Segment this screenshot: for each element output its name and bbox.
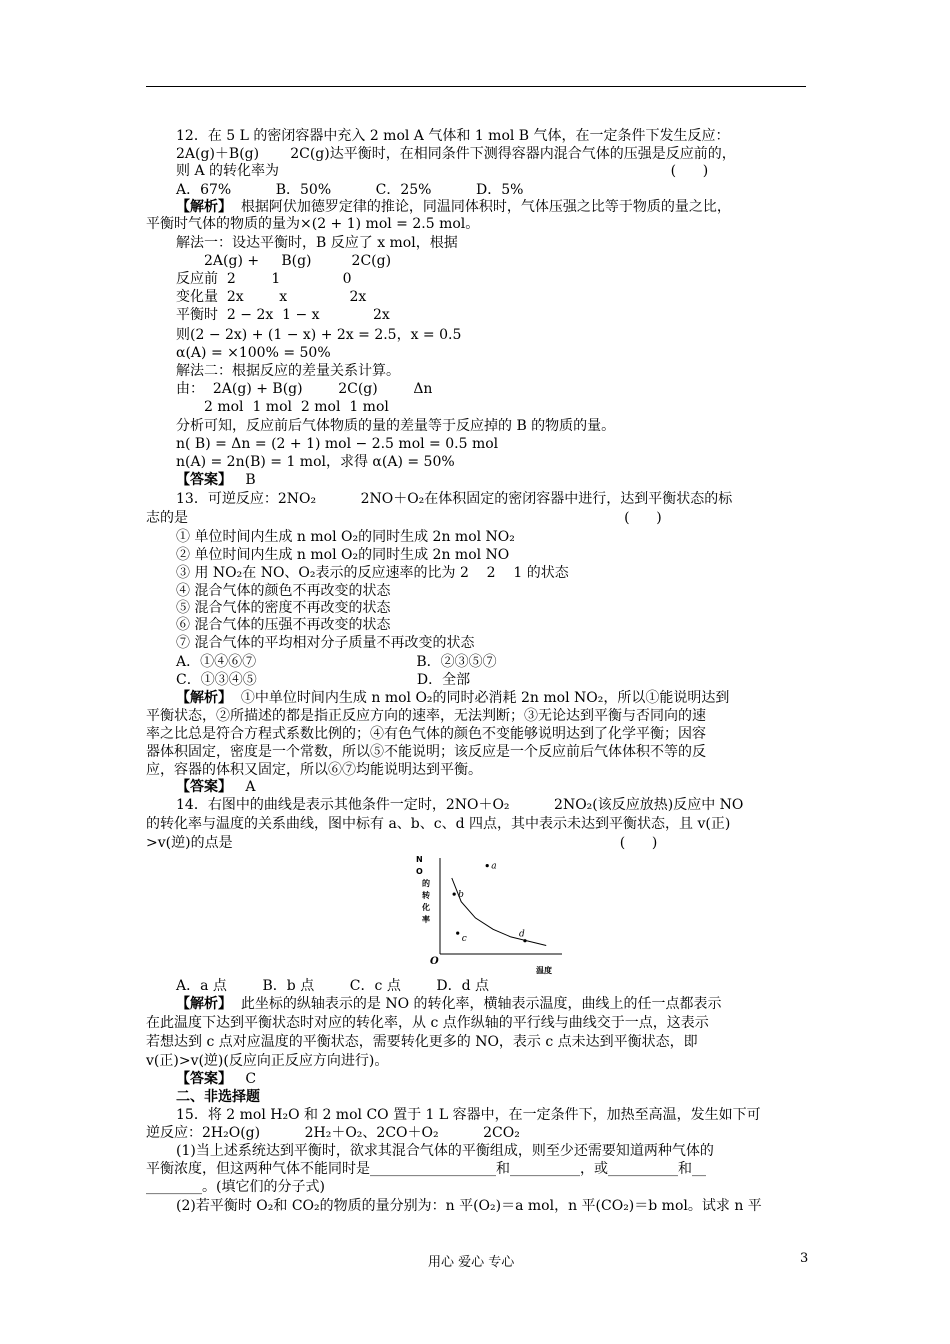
q13-item4: ④ 混合气体的颜色不再改变的状态 — [176, 583, 391, 599]
q12-na: n(A) = 2n(B) = 1 mol，求得 α(A) = 50% — [176, 454, 455, 470]
q12-amounts: 2 mol 1 mol 2 mol 1 mol — [204, 399, 389, 415]
origin-label: O — [430, 956, 439, 967]
point-label-b: b — [458, 890, 464, 901]
q15-part1: (1)当上述系统达到平衡时，欲求其混合气体的平衡组成，则至少还需要知道两种气体的 — [176, 1143, 714, 1159]
q12-answer — [176, 472, 256, 489]
answer-label: 【答案】 — [176, 1071, 232, 1087]
conversion-temperature-chart — [414, 854, 564, 979]
x-axis-label: 温度 — [536, 966, 552, 975]
point-label-d: d — [518, 929, 525, 940]
q12-row-change: 变化量 2x x 2x — [176, 289, 367, 305]
answer-value: B — [232, 472, 256, 488]
q13-options-ab: A．①④⑥⑦ B．②③⑤⑦ — [176, 654, 497, 670]
q13-line2: 志的是 ( ) — [146, 510, 662, 526]
q13-analysis — [176, 690, 729, 707]
analysis-label: 【解析】 — [176, 996, 232, 1012]
q12-row-before: 反应前 2 1 0 — [176, 271, 352, 287]
q13-analysis-2: 平衡状态，②所描述的都是指正反应方向的速率，无法判断；③无论达到平衡与否同向的速 — [146, 708, 706, 724]
q14-options: A．a 点 B．b 点 C．c 点 D．d 点 — [176, 978, 490, 994]
q12-line1: 12．在 5 L 的密闭容器中充入 2 mol A 气体和 1 mol B 气体，在一定条件下发生反应： — [176, 128, 730, 144]
section-title: 二、非选择题 — [176, 1089, 260, 1105]
q13-analysis-4: 器体积固定，密度是一个常数，所以⑤不能说明；该反应是一个反应前后气体体积不等的反 — [146, 744, 706, 760]
q13-answer — [176, 779, 255, 796]
q12-analysis — [176, 199, 731, 216]
q15-part2: (2)若平衡时 O₂和 CO₂的物质的量分别为：n 平(O₂)＝a mol，n 平(CO₂)＝b mol。试求 n 平 — [176, 1198, 762, 1214]
q14-analysis-2: 在此温度下达到平衡状态时对应的转化率，从 c 点作纵轴的平行线与曲线交于一点，这表示 — [146, 1015, 709, 1031]
q12-options: A．67% B．50% C．25% D．5% — [176, 182, 524, 198]
q12-nb: n( B) = Δn = (2 + 1) mol − 2.5 mol = 0.5 mol — [176, 436, 499, 452]
q12-alpha: α(A) = ×100% = 50% — [176, 345, 331, 361]
q12-equation: 2A(g) + B(g) 2C(g) — [204, 253, 392, 269]
q12-equation2: 由： 2A(g) + B(g) 2C(g) Δn — [176, 381, 433, 397]
q12-line2: 2A(g)＋B(g) 2C(g)达平衡时，在相同条件下测得容器内混合气体的压强是反应前的， — [176, 146, 736, 162]
q13-item7: ⑦ 混合气体的平均相对分子质量不再改变的状态 — [176, 635, 475, 651]
analysis-label: 【解析】 — [176, 690, 232, 706]
q14-analysis-4: v(正)>v(逆)(反应向正反应方向进行)。 — [146, 1053, 389, 1069]
q13-item2: ② 单位时间内生成 n mol O₂的同时生成 2n mol NO — [176, 547, 510, 563]
q12-method1: 解法一：设达平衡时，B 反应了 x mol，根据 — [176, 235, 458, 251]
q13-item3: ③ 用 NO₂在 NO、O₂表示的反应速率的比为 2 2 1 的状态 — [176, 565, 569, 581]
header-rule — [146, 86, 806, 87]
point-b — [453, 893, 456, 896]
q13-item6: ⑥ 混合气体的压强不再改变的状态 — [176, 617, 391, 633]
analysis-text: ①中单位时间内生成 n mol O₂的同时必消耗 2n mol NO₂，所以①能说明达到 — [232, 690, 730, 706]
q15-part1-2: 平衡浓度，但这两种气体不能同时是__________________和__________，或__________和__ — [146, 1161, 706, 1177]
q13-line1: 13．可逆反应：2NO₂ 2NO＋O₂在体积固定的密闭容器中进行，达到平衡状态的标 — [176, 491, 733, 507]
footer-motto: 用心 爱心 专心 — [428, 1255, 515, 1270]
analysis-text: 此坐标的纵轴表示的是 NO 的转化率，横轴表示温度，曲线上的任一点都表示 — [232, 996, 722, 1012]
q14-line1: 14．右图中的曲线是表示其他条件一定时，2NO＋O₂ 2NO₂(该反应放热)反应中 NO — [176, 797, 744, 813]
analysis-text: 根据阿伏加德罗定律的推论，同温同体积时，气体压强之比等于物质的量之比， — [232, 199, 731, 215]
q14-line3: >v(逆)的点是 ( ) — [146, 835, 658, 851]
q13-analysis-3: 率之比总是符合方程式系数比例的；④有色气体的颜色不变能够说明达到了化学平衡；因容 — [146, 726, 706, 742]
y-axis-label: N O的转化率 — [416, 855, 430, 924]
q12-line3: 则 A 的转化率为 ( ) — [176, 163, 709, 179]
q13-item1: ① 单位时间内生成 n mol O₂的同时生成 2n mol NO₂ — [176, 529, 515, 545]
point-label-c: c — [461, 934, 467, 945]
q14-line2: 的转化率与温度的关系曲线，图中标有 a、b、c、d 四点，其中表示未达到平衡状态，且 v(正) — [146, 816, 731, 832]
q12-calc: 则(2 − 2x) + (1 − x) + 2x = 2.5，x = 0.5 — [176, 327, 462, 343]
page-number: 3 — [800, 1251, 809, 1266]
q15-line2: 逆反应：2H₂O(g) 2H₂＋O₂、2CO＋O₂ 2CO₂ — [146, 1125, 520, 1141]
q13-analysis-5: 应，容器的体积又固定，所以⑥⑦均能说明达到平衡。 — [146, 762, 482, 778]
answer-label: 【答案】 — [176, 779, 232, 795]
answer-value: A — [232, 779, 256, 795]
q15-part1-3: ________。(填它们的分子式) — [146, 1179, 325, 1195]
point-label-a: a — [491, 861, 497, 872]
q14-answer — [176, 1071, 256, 1088]
point-c — [456, 932, 459, 935]
q14-analysis-3: 若想达到 c 点对应温度的平衡状态，需要转化更多的 NO，表示 c 点未达到平衡状态，即 — [146, 1034, 698, 1050]
q13-options-cd: C．①③④⑤ D．全部 — [176, 672, 471, 688]
q14-analysis — [176, 996, 722, 1013]
q12-row-equilibrium: 平衡时 2 − 2x 1 − x 2x — [176, 307, 390, 323]
q13-item5: ⑤ 混合气体的密度不再改变的状态 — [176, 600, 391, 616]
answer-label: 【答案】 — [176, 472, 232, 488]
answer-value: C — [232, 1071, 257, 1087]
q15-line1: 15．将 2 mol H₂O 和 2 mol CO 置于 1 L 容器中，在一定条件下，加热至高温，发生如下可 — [176, 1107, 761, 1123]
analysis-label: 【解析】 — [176, 199, 232, 215]
q12-analysis-2: 平衡时气体的物质的量为×(2 + 1) mol = 2.5 mol。 — [146, 216, 480, 232]
point-a — [486, 864, 489, 867]
q12-method2: 解法二：根据反应的差量关系计算。 — [176, 363, 400, 379]
q12-analysis3: 分析可知，反应前后气体物质的量的差量等于反应掉的 B 的物质的量。 — [176, 418, 616, 434]
